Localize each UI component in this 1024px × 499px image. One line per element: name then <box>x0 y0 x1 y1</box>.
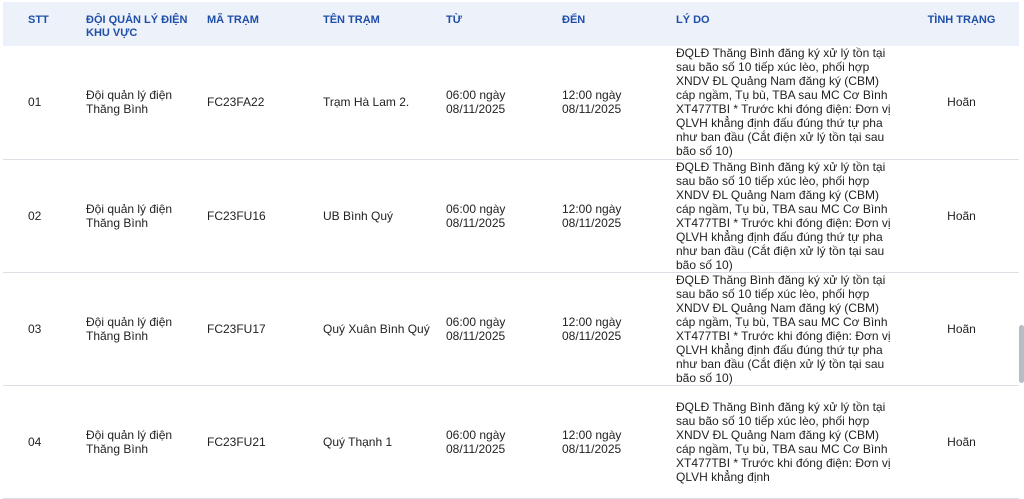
cell-unit-text: Đội quản lý điện Thăng Bình <box>86 314 173 343</box>
table-header-row <box>3 2 1019 46</box>
cell-reason-text: ĐQLĐ Thăng Bình đăng ký xử lý tồn tại sau bão số 10 tiếp xúc lèo, phối hợp XNDV ĐL Quảng Nam đăng ký (CBM) cáp ngầm, Tụ bù, TBA sau MC Cơ Bình XT477TBI * Trước khi đóng điện: Đơn vị QLVH khẳng định đấu đúng thứ tự pha như ban đầu (Cắt điện xử lý tồn tại sau bão số 10) <box>676 159 891 272</box>
cell-from-text: 06:00 ngày 08/11/2025 <box>446 314 506 343</box>
cell-to-text: 12:00 ngày 08/11/2025 <box>562 427 622 456</box>
cell-station-code: FC23FU16 <box>207 159 323 272</box>
outage-schedule-table <box>3 2 1019 499</box>
cell-to-text: 12:00 ngày 08/11/2025 <box>562 88 622 117</box>
cell-stt: 04 <box>3 385 86 498</box>
cell-to <box>562 272 676 385</box>
cell-stt: 03 <box>3 272 86 385</box>
cell-to <box>562 385 676 498</box>
cell-from-text: 06:00 ngày 08/11/2025 <box>446 201 506 230</box>
cell-to-text: 12:00 ngày 08/11/2025 <box>562 314 622 343</box>
cell-station-code: FC23FU17 <box>207 272 323 385</box>
cell-from-text: 06:00 ngày 08/11/2025 <box>446 427 506 456</box>
header-from: TỪ <box>446 2 562 46</box>
cell-station-name-text: UB Bình Quý <box>323 208 394 223</box>
cell-reason <box>676 46 904 159</box>
outage-schedule-table-container <box>3 2 1019 499</box>
header-unit: ĐỘI QUẢN LÝ ĐIỆN KHU VỰC <box>86 2 207 46</box>
table-row <box>3 46 1019 159</box>
cell-station-name-text: Quý Thạnh 1 <box>323 434 393 449</box>
cell-to <box>562 159 676 272</box>
cell-unit-text: Đội quản lý điện Thăng Bình <box>86 88 173 117</box>
cell-reason <box>676 272 904 385</box>
cell-from <box>446 272 562 385</box>
cell-station-name <box>323 272 446 385</box>
cell-reason-text: ĐQLĐ Thăng Bình đăng ký xử lý tồn tại sau bão số 10 tiếp xúc lèo, phối hợp XNDV ĐL Quảng Nam đăng ký (CBM) cáp ngầm, Tụ bù, TBA sau MC Cơ Bình XT477TBI * Trước khi đóng điện: Đơn vị QLVH khẳng định đấu đúng thứ tự pha như ban đầu (Cắt điện xử lý tồn tại sau bão số 10) <box>676 272 891 385</box>
cell-unit <box>86 159 207 272</box>
cell-status: Hoãn <box>904 272 1019 385</box>
cell-station-code: FC23FU21 <box>207 385 323 498</box>
cell-from-text: 06:00 ngày 08/11/2025 <box>446 88 506 117</box>
cell-unit-text: Đội quản lý điện Thăng Bình <box>86 201 173 230</box>
cell-unit <box>86 385 207 498</box>
cell-unit <box>86 46 207 159</box>
table-row <box>3 272 1019 385</box>
cell-reason-text: ĐQLĐ Thăng Bình đăng ký xử lý tồn tại sau bão số 10 tiếp xúc lèo, phối hợp XNDV ĐL Quảng Nam đăng ký (CBM) cáp ngầm, Tụ bù, TBA sau MC Cơ Bình XT477TBI * Trước khi đóng điện: Đơn vị QLVH khẳng định đấu đúng thứ tự pha như ban đầu (Cắt điện xử lý tồn tại sau bão số 10) <box>676 46 891 159</box>
cell-station-name-text: Quý Xuân Bình Quý <box>323 321 430 336</box>
header-to: ĐẾN <box>562 2 676 46</box>
header-station-name: TÊN TRẠM <box>323 2 446 46</box>
cell-stt: 02 <box>3 159 86 272</box>
cell-station-name-text: Trạm Hà Lam 2. <box>323 95 410 110</box>
cell-reason <box>676 385 904 498</box>
cell-to <box>562 46 676 159</box>
cell-station-name <box>323 46 446 159</box>
cell-status: Hoãn <box>904 46 1019 159</box>
cell-stt: 01 <box>3 46 86 159</box>
cell-station-name <box>323 159 446 272</box>
vertical-scrollbar-thumb[interactable] <box>1019 325 1024 383</box>
cell-from <box>446 385 562 498</box>
header-reason: LÝ DO <box>676 2 904 46</box>
cell-station-code: FC23FA22 <box>207 46 323 159</box>
cell-to-text: 12:00 ngày 08/11/2025 <box>562 201 622 230</box>
cell-status: Hoãn <box>904 159 1019 272</box>
cell-reason <box>676 159 904 272</box>
header-status: TÌNH TRẠNG <box>904 2 1019 46</box>
cell-from <box>446 46 562 159</box>
cell-station-name <box>323 385 446 498</box>
header-station-code: MÃ TRẠM <box>207 2 323 46</box>
table-row <box>3 385 1019 498</box>
cell-unit <box>86 272 207 385</box>
table-row <box>3 159 1019 272</box>
cell-from <box>446 159 562 272</box>
cell-unit-text: Đội quản lý điện Thăng Bình <box>86 427 173 456</box>
cell-status: Hoãn <box>904 385 1019 498</box>
header-stt: STT <box>3 2 86 46</box>
cell-reason-text: ĐQLĐ Thăng Bình đăng ký xử lý tồn tại sau bão số 10 tiếp xúc lèo, phối hợp XNDV ĐL Quảng Nam đăng ký (CBM) cáp ngầm, Tụ bù, TBA sau MC Cơ Bình XT477TBI * Trước khi đóng điện: Đơn vị QLVH khẳng định <box>676 399 891 484</box>
